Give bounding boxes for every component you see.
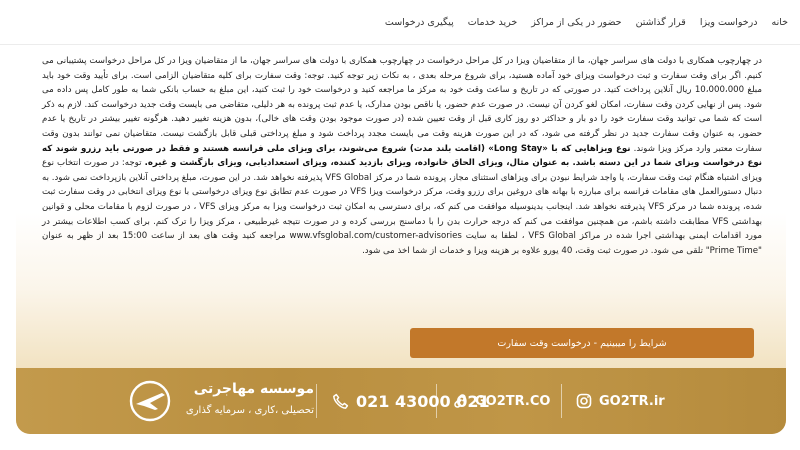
instagram-icon bbox=[576, 393, 592, 409]
footer-separator bbox=[316, 384, 317, 418]
footer-separator bbox=[561, 384, 562, 418]
article-paragraph-2: توجه: در صورت انتخاب نوع ویزای اشتباه هنگام ثبت وقت سفارت، یا واجد شرایط نبودن برای ویزاهای استثنای مجاز، پرونده شما در مرکز VFS Global پذیرفته نخواهد شد. در این صورت، مبلغ پرداختی آنلاین بازپرداخت نمی شود. به دنبال دستورالعمل های مقامات فرانسه برای مبارزه با بهانه های دروغین برای رزرو وقت، مرکز درخواست ویزا VFS در صورت عدم تطابق نوع ویزای درخواستی با نوع ویزای انتخابی در وقت سفارت ثبت شده، پرونده شما در مرکز VFS پذیرفته نخواهد شد. اینجانب بدینوسیله موافقت می کنم که، برای دسترسی به امکان ثبت درخواست ویزا به مرکز ویزای VFS ، در صورت لزوم با مقامات محلی و قوانین بهداشتی VFS مطابقت داشته باشم، من همچنین موافقت می کنم که درجه حرارت بدن را با دماسنج بررسی کرده و در صورت نتیجه غیرطبیعی ، مرکز ویزا را ترک کنم. برای کسب اطلاعات بیشتر در مورد اقدامات ایمنی بهداشتی اجرا شده در مراکز VFS Global ، لطفا به سایت www.vfsglobal.com/customer-advisories مراجعه کنید وقت های بعد از ساعت 15:00 بعد از ظهر به عنوان "Prime Time" تلقی می شود. در صورت ثبت وقت، 40 یورو علاوه بر هزینه ویزا و خدمات از شما اخذ می شود. bbox=[42, 158, 763, 256]
nav-visit-center[interactable]: حضور در یکی از مراکز bbox=[531, 16, 622, 28]
nav-home[interactable]: خانه bbox=[771, 16, 788, 28]
nav-visa-application[interactable]: درخواست ویزا bbox=[699, 16, 758, 28]
nav-book-appointment[interactable]: قرار گذاشتن bbox=[635, 16, 686, 28]
article-text bbox=[42, 54, 762, 258]
phone-number: 021 43000 021 bbox=[356, 391, 490, 411]
nav-buy-services[interactable]: خرید خدمات bbox=[467, 16, 518, 28]
brand-tagline: تحصیلی ،کاری ، سرمایه گذاری bbox=[185, 405, 314, 416]
request-appointment-button[interactable]: شرایط را میبینیم - درخواست وقت سفارت bbox=[410, 328, 754, 358]
content-card bbox=[16, 52, 786, 434]
article-paragraph-1: در چهارچوب همکاری با دولت های سراسر جهان، ما از متقاضیان ویزا در کل مراحل درخواست در چهارچوب همکاری با دولت های سراسر جهان، ما از متقاضیان ویزا در کل مراحل درخواست پشتیبانی می کنیم. اگر برای وقت سفارت و ثبت درخواست ویزای خود آماده هستید، برای شروع مرحله بعدی ، به نکات زیر توجه کنید. توجه: وقت سفارت برای کلیه متقاضیان الزامی است. برای تأیید وقت خود باید مبلغ 10،000،000 ریال آنلاین پرداخت کنید. در صورتی که در تاریخ و ساعت وقت خود به مرکز ما مراجعه کنید و درخواست خود را ثبت کنید، این مبلغ به حساب بانکی شما به طور کامل پس داده می شود. پس از نهایی کردن وقت سفارت، امکان لغو کردن آن نیست. در صورت عدم حضور، یا ناقص بودن مدارک، یا عدم ثبت پرونده به هر دلیلی، متقاضی می بایست وقت جدید درخواست کند. لازم به ذکر است که شما می توانید وقت سفارت خود را دو بار و حداکثر دو روز کاری قبل از وقت تعیین شده (در صورت موجود بودن وقت های خالی)، بدون هزینه تغییر دهید. هرگونه تغییر بیشتر در تاریخ یا عدم حضور، به عنوان وقت سفارت جدید در نظر گرفته می شود، که در این صورت هزینه وقت می بایست مجدد پرداخت شود و مبلغ پرداختی قبلی قابل بازگشت نیست. متقاضیان نمی توانند بدون وقت سفارت معتبر وارد مرکز ویزا شوند. bbox=[42, 56, 763, 154]
footer-banner bbox=[16, 368, 786, 434]
phone-icon bbox=[332, 393, 349, 410]
instagram-handle: GO2TR.ir bbox=[599, 393, 665, 409]
nav-track-application[interactable]: پیگیری درخواست bbox=[384, 16, 454, 28]
phone-contact[interactable] bbox=[332, 368, 490, 434]
instagram-contact[interactable] bbox=[576, 368, 665, 434]
article-bold-notice: نوع ویزاهایی که با «Long Stay» (اقامت بلند مدت) شروع می‌شوند، برای ویزای ملی فرانسه هستند و فقط در صورتی باید رزرو شوند که نوع درخواست ویزای شما در این دسته باشد. به عنوان مثال، ویزای الحاق خانواده، ویزای بازدید کننده، ویزای استعدادیابی، ویزای بازگشت و غیره. bbox=[42, 143, 762, 169]
nav-divider bbox=[0, 44, 800, 45]
airplane-logo-icon bbox=[128, 379, 172, 423]
top-nav bbox=[0, 0, 800, 44]
brand-name: موسسه مهاجرتی bbox=[193, 381, 314, 397]
website-address: GO2TR.CO bbox=[475, 393, 551, 409]
